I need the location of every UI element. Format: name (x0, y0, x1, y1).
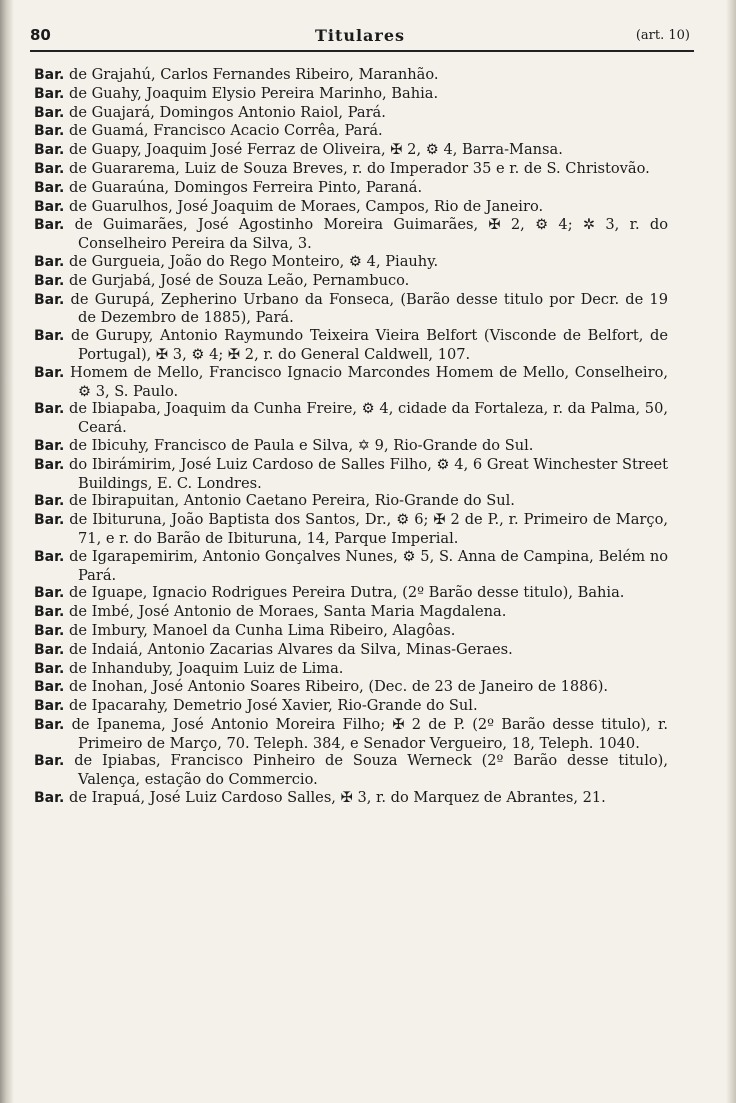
entry-label: Bar. (34, 401, 65, 418)
article-reference: (art. 10) (635, 28, 690, 43)
entry-text: de Irapuá, José Luiz Cardoso Salles, ✠ 3, r. do Marquez de Abrantes, 21. (69, 789, 606, 807)
list-item (34, 179, 668, 198)
list-item (34, 272, 668, 291)
page-edge-shadow (726, 0, 736, 1103)
list-item (34, 437, 668, 456)
list-item (34, 716, 668, 753)
entry-text: de Ibirapuitan, Antonio Caetano Pereira, Rio-Grande do Sul. (69, 492, 515, 510)
list-item (34, 104, 668, 123)
entry-text: de Gurjabá, José de Souza Leão, Pernambuco. (69, 271, 410, 289)
list-item (34, 603, 668, 622)
list-item (34, 291, 668, 328)
entry-label: Bar. (34, 790, 65, 807)
list-item (34, 456, 668, 493)
list-item (34, 85, 668, 104)
list-item (34, 641, 668, 660)
entry-text: de Guamá, Francisco Acacio Corrêa, Pará. (69, 122, 383, 140)
entry-label: Bar. (34, 253, 65, 270)
list-item (34, 122, 668, 141)
entry-text: de Gurupy, Antonio Raymundo Teixeira Vieira Belfort (Visconde de Belfort, de Portugal), ✠ 3, ⚙ 4; ✠ 2, r. do General Caldwell, 107. (71, 327, 669, 363)
entry-label: Bar. (34, 217, 65, 234)
entry-label: Bar. (34, 123, 65, 140)
list-item (34, 697, 668, 716)
entry-label: Bar. (34, 179, 65, 196)
list-item (34, 216, 668, 253)
entry-text: de Grajahú, Carlos Fernandes Ribeiro, Maranhão. (69, 66, 439, 83)
list-item (34, 492, 668, 511)
entry-label: Bar. (34, 272, 65, 289)
entry-text: de Gurupá, Zepherino Urbano da Fonseca, (Barão desse titulo por Decr. de 19 de Dezembro de 1885), Pará. (70, 290, 669, 327)
entry-text: de Ipacarahy, Demetrio José Xavier, Rio-Grande do Sul. (69, 697, 478, 715)
list-item (34, 548, 668, 585)
entry-label: Bar. (34, 512, 65, 529)
entry-label: Bar. (34, 198, 65, 215)
page-title: Titulares (314, 26, 406, 45)
list-item (34, 660, 668, 679)
entry-text: de Guaraúna, Domingos Ferreira Pinto, Paraná. (69, 178, 423, 196)
list-item (34, 678, 668, 697)
entry-text: de Ibicuhy, Francisco de Paula e Silva, ✡ 9, Rio-Grande do Sul. (69, 436, 534, 454)
entry-label: Bar. (34, 641, 65, 658)
entry-text: de Inohan, José Antonio Soares Ribeiro, (Dec. de 23 de Janeiro de 1886). (69, 678, 609, 696)
entry-label: Bar. (34, 364, 65, 381)
entry-label: Bar. (34, 85, 65, 102)
entry-text: de Guararema, Luiz de Souza Breves, r. do Imperador 35 e r. de S. Christovão. (69, 159, 650, 177)
entry-text: de Imbé, José Antonio de Moraes, Santa Maria Magdalena. (69, 603, 507, 621)
entry-label: Bar. (34, 753, 65, 770)
entry-label: Bar. (34, 104, 65, 121)
header-rule (30, 50, 694, 52)
entry-text: de Igarapemirim, Antonio Gonçalves Nunes, ⚙ 5, S. Anna de Campina, Belém no Pará. (69, 547, 669, 584)
list-item (34, 141, 668, 160)
list-item (34, 752, 668, 789)
entry-label: Bar. (34, 142, 65, 159)
list-item (34, 364, 668, 401)
list-item (34, 253, 668, 272)
list-item (34, 198, 668, 217)
entry-label: Bar. (34, 585, 65, 602)
list-item (34, 160, 668, 179)
entry-label: Bar. (34, 456, 65, 473)
entry-text: de Indaiá, Antonio Zacarias Alvares da Silva, Minas-Geraes. (69, 640, 513, 658)
entry-text: do Ibirámirim, José Luiz Cardoso de Salles Filho, ⚙ 4, 6 Great Winchester Street Buildings, E. C. Londres. (69, 455, 669, 492)
entry-label: Bar. (34, 716, 65, 733)
entry-label: Bar. (34, 328, 65, 345)
list-item (34, 584, 668, 603)
entry-text: de Gurgueia, João do Rego Monteiro, ⚙ 4, Piauhy. (69, 252, 439, 270)
list-item (34, 789, 668, 808)
entry-label: Bar. (34, 291, 65, 308)
entry-list (34, 66, 668, 808)
entry-text: de Guahy, Joaquim Elysio Pereira Marinho, Bahia. (69, 84, 439, 102)
entry-text: de Imbury, Manoel da Cunha Lima Ribeiro, Alagôas. (69, 621, 456, 639)
list-item (34, 327, 668, 364)
entry-text: de Guarulhos, José Joaquim de Moraes, Campos, Rio de Janeiro. (69, 197, 544, 215)
list-item (34, 622, 668, 641)
entry-label: Bar. (34, 604, 65, 621)
page-number: 80 (30, 26, 51, 44)
entry-label: Bar. (34, 160, 65, 177)
entry-label: Bar. (34, 679, 65, 696)
entry-label: Bar. (34, 493, 65, 510)
entry-text: de Ipiabas, Francisco Pinheiro de Souza Werneck (2º Barão desse titulo), Valença, estação do Commercio. (74, 752, 668, 789)
entry-text: de Inhanduby, Joaquim Luiz de Lima. (69, 659, 344, 677)
page-header (30, 26, 690, 50)
entry-label: Bar. (34, 622, 65, 639)
entry-text: Homem de Mello, Francisco Ignacio Marcondes Homem de Mello, Conselheiro, ⚙ 3, S. Paulo. (70, 363, 669, 400)
entry-label: Bar. (34, 437, 65, 454)
list-item (34, 400, 668, 437)
entry-text: de Ibiapaba, Joaquim da Cunha Freire, ⚙ 4, cidade da Fortaleza, r. da Palma, 50, Ceará. (69, 400, 669, 437)
list-item (34, 66, 668, 85)
entry-label: Bar. (34, 698, 65, 715)
entry-label: Bar. (34, 67, 65, 83)
entry-text: de Guajará, Domingos Antonio Raiol, Pará. (69, 103, 386, 121)
entry-text: de Guimarães, José Agostinho Moreira Guimarães, ✠ 2, ⚙ 4; ✲ 3, r. do Conselheiro Pereira da Silva, 3. (74, 216, 668, 253)
entry-text: de Ibituruna, João Baptista dos Santos, Dr., ⚙ 6; ✠ 2 de P., r. Primeiro de Março, 71, e r. do Barão de Ibituruna, 14, Parque Imperial. (69, 511, 669, 547)
entry-label: Bar. (34, 548, 65, 565)
entry-text: de Iguape, Ignacio Rodrigues Pereira Dutra, (2º Barão desse titulo), Bahia. (69, 584, 625, 602)
page-binding-shadow (0, 0, 14, 1103)
entry-label: Bar. (34, 660, 65, 677)
list-item (34, 511, 668, 548)
entry-text: de Guapy, Joaquim José Ferraz de Oliveira, ✠ 2, ⚙ 4, Barra-Mansa. (69, 141, 563, 159)
entry-text: de Ipanema, José Antonio Moreira Filho; ✠ 2 de P. (2º Barão desse titulo), r. Primeiro de Março, 70. Teleph. 384, e Senador Vergueiro, 18, Teleph. 1040. (71, 715, 668, 752)
